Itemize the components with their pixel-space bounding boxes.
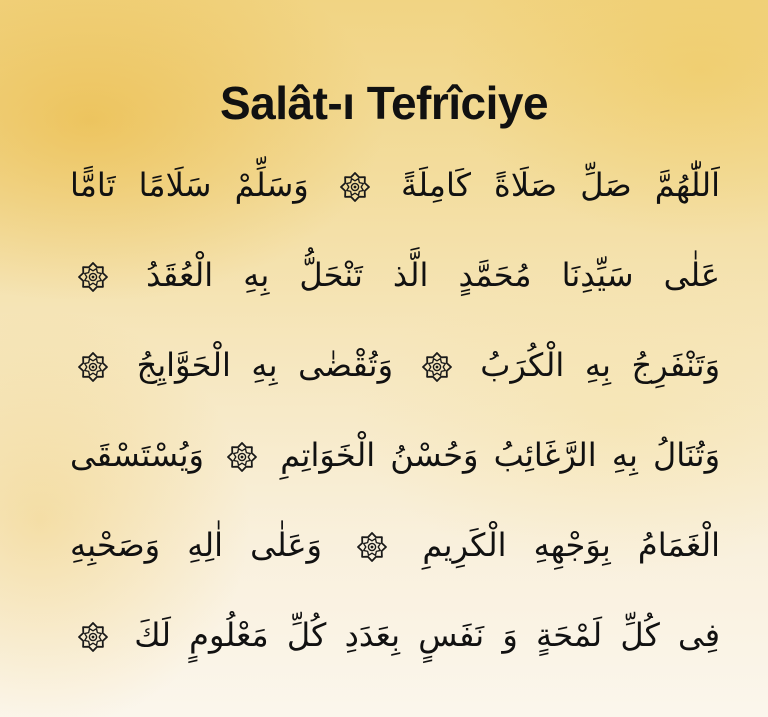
rub-el-hizb-star-icon bbox=[78, 622, 108, 652]
rub-el-hizb-star-icon bbox=[78, 352, 108, 382]
verse-segment: الْغَمَامُ بِوَجْهِهِ الْكَرِيمِ bbox=[422, 526, 720, 564]
rub-el-hizb-star-icon bbox=[422, 352, 452, 382]
verse-line bbox=[70, 140, 720, 230]
rub-el-hizb-star-icon bbox=[340, 172, 370, 202]
verse-line bbox=[70, 500, 720, 590]
page-title: Salât-ı Tefrîciye bbox=[219, 76, 549, 129]
verse-line bbox=[70, 230, 720, 320]
verse-block bbox=[70, 140, 720, 680]
verse-segment: فِى كُلِّ لَمْحَةٍ وَ نَفَسٍ بِعَدَدِ كُلِّ مَعْلُومٍ لَكَ bbox=[134, 616, 720, 654]
verse-segment: وَعَلٰى اٰلِهِ وَصَحْبِهِ bbox=[70, 526, 322, 564]
rub-el-hizb-star-icon bbox=[227, 442, 257, 472]
verse-line bbox=[70, 320, 720, 410]
verse-line bbox=[70, 410, 720, 500]
verse-segment: وَيُسْتَسْقَى bbox=[70, 436, 204, 474]
verse-segment: عَلٰى سَيِّدِنَا مُحَمَّدٍ الَّذ تَنْحَلُّ بِهِ الْعُقَدُ bbox=[146, 256, 720, 294]
verse-segment: وَتُنَالُ بِهِ الرَّغَائِبُ وَحُسْنُ الْخَوَاتِمِ bbox=[280, 436, 720, 474]
verse-segment: وَسَلِّمْ سَلَامًا تَامًّا bbox=[70, 166, 309, 204]
rub-el-hizb-star-icon bbox=[357, 532, 387, 562]
verse-segment: اَللّٰهُمَّ صَلِّ صَلَاةً كَامِلَةً bbox=[401, 166, 720, 204]
verse-line bbox=[70, 590, 720, 680]
verse-segment: وَتَنْفَرِجُ بِهِ الْكُرَبُ bbox=[480, 346, 720, 384]
verse-segment: وَتُقْضٰى بِهِ الْحَوَّايِجُ bbox=[136, 346, 394, 384]
rub-el-hizb-star-icon bbox=[78, 262, 108, 292]
